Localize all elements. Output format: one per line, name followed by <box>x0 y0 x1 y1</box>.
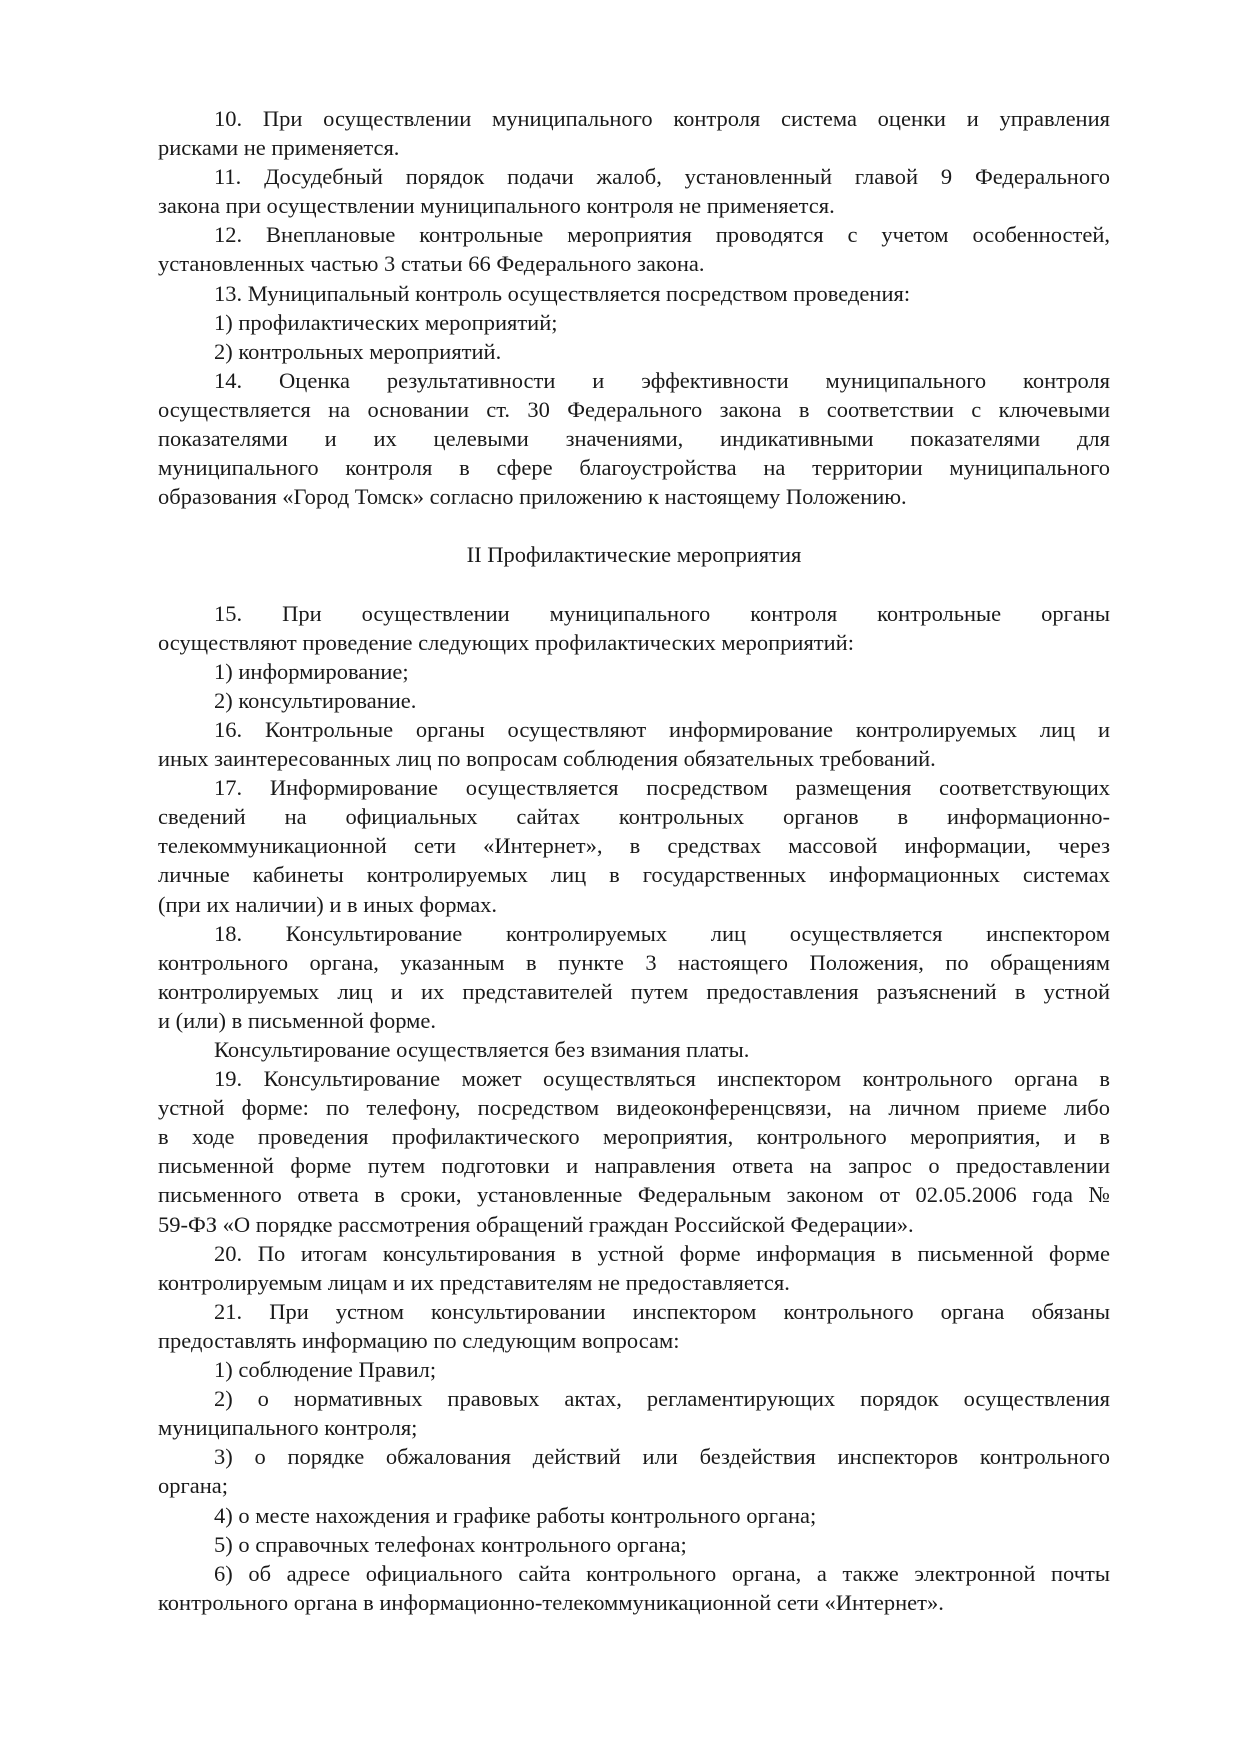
paragraph <box>158 1355 1110 1384</box>
text-line: 3) о порядке обжалования действий или бездействия инспекторов контрольного <box>214 1444 1110 1470</box>
text-line: муниципального контроля; <box>158 1415 418 1441</box>
text-line: контрольного органа в информационно-телекоммуникационной сети «Интернет». <box>158 1589 944 1615</box>
paragraph <box>158 715 1110 773</box>
document-page <box>158 104 1110 1617</box>
text-line: 20. По итогам консультирования в устной форме информация в письменной форме <box>214 1240 1110 1266</box>
text-line: 2) о нормативных правовых актах, регламентирующих порядок осуществления <box>214 1386 1110 1412</box>
paragraph <box>158 220 1110 278</box>
text-line: 17. Информирование осуществляется посредством размещения соответствующих <box>214 775 1110 801</box>
paragraph <box>158 919 1110 1035</box>
section-general-provisions <box>158 104 1110 511</box>
text-line: 11. Досудебный порядок подачи жалоб, установленный главой 9 Федерального <box>214 164 1110 190</box>
text-line: муниципального контроля в сфере благоустройства на территории муниципального <box>158 455 1110 481</box>
text-line: 15. При осуществлении муниципального контроля контрольные органы <box>214 600 1110 626</box>
text-line: устной форме: по телефону, посредством видеоконференцсвязи, на личном приеме либо <box>158 1095 1110 1121</box>
text-line: образования «Город Томск» согласно приложению к настоящему Положению. <box>158 484 907 510</box>
text-line: письменной форме путем подготовки и направления ответа на запрос о предоставлении <box>158 1153 1110 1179</box>
text-line: иных заинтересованных лиц по вопросам соблюдения обязательных требований. <box>158 746 936 772</box>
section-preventive-measures <box>158 599 1110 1617</box>
text-line: 2) консультирование. <box>214 687 417 713</box>
paragraph <box>158 337 1110 366</box>
text-line: 6) об адресе официального сайта контрольного органа, а также электронной почты <box>214 1560 1110 1586</box>
text-line: осуществляется на основании ст. 30 Федерального закона в соответствии с ключевыми <box>158 396 1110 422</box>
paragraph <box>158 162 1110 220</box>
text-line: Консультирование осуществляется без взимания платы. <box>214 1037 750 1062</box>
text-line: письменного ответа в сроки, установленные Федеральным законом от 02.05.2006 года № <box>158 1182 1110 1208</box>
paragraph <box>158 366 1110 511</box>
text-line: рисками не применяется. <box>158 135 400 161</box>
text-line: личные кабинеты контролируемых лиц в государственных информационных системах <box>158 862 1110 888</box>
paragraph <box>158 1559 1110 1617</box>
text-line: контролируемым лицам и их представителям не предоставляется. <box>158 1269 790 1295</box>
text-line: 21. При устном консультировании инспектором контрольного органа обязаны <box>214 1298 1110 1324</box>
text-line: контрольного органа, указанным в пункте 3 настоящего Положения, по обращениям <box>158 949 1110 975</box>
text-line: 4) о месте нахождения и графике работы контрольного органа; <box>214 1502 817 1528</box>
paragraph <box>158 1530 1110 1559</box>
text-line: 14. Оценка результативности и эффективности муниципального контроля <box>214 367 1110 393</box>
text-line: 16. Контрольные органы осуществляют информирование контролируемых лиц и <box>214 716 1110 742</box>
paragraph <box>158 1501 1110 1530</box>
text-line: предоставлять информацию по следующим вопросам: <box>158 1327 680 1353</box>
text-line: 1) соблюдение Правил; <box>214 1357 437 1383</box>
text-line: телекоммуникационной сети «Интернет», в средствах массовой информации, через <box>158 833 1110 859</box>
text-line: 1) информирование; <box>214 658 409 684</box>
text-line: 13. Муниципальный контроль осуществляется посредством проведения: <box>214 280 911 306</box>
text-line: 10. При осуществлении муниципального контроля система оценки и управления <box>214 106 1110 131</box>
text-line: 2) контрольных мероприятий. <box>214 338 502 364</box>
paragraph <box>158 104 1110 162</box>
text-line: осуществляют проведение следующих профилактических мероприятий: <box>158 629 854 655</box>
text-line: показателями и их целевыми значениями, индикативными показателями для <box>158 426 1110 452</box>
text-line: контролируемых лиц и их представителей путем предоставления разъяснений в устной <box>158 978 1110 1004</box>
text-line: 18. Консультирование контролируемых лиц осуществляется инспектором <box>214 920 1110 946</box>
paragraph <box>158 1442 1110 1500</box>
paragraph <box>158 1297 1110 1355</box>
paragraph <box>158 1384 1110 1442</box>
paragraph <box>158 1064 1110 1239</box>
text-line: (при их наличии) и в иных формах. <box>158 891 498 917</box>
text-line: 12. Внеплановые контрольные мероприятия проводятся с учетом особенностей, <box>214 222 1110 248</box>
text-line: установленных частью 3 статьи 66 Федерального закона. <box>158 251 705 277</box>
text-line: сведений на официальных сайтах контрольных органов в информационно- <box>158 804 1110 830</box>
text-line: 19. Консультирование может осуществляться инспектором контрольного органа в <box>214 1066 1110 1092</box>
paragraph <box>158 1035 1110 1064</box>
text-line: 5) о справочных телефонах контрольного органа; <box>214 1531 687 1557</box>
text-line: в ходе проведения профилактического мероприятия, контрольного мероприятия, и в <box>158 1124 1110 1150</box>
text-line: закона при осуществлении муниципального контроля не применяется. <box>158 193 835 219</box>
text-line: органа; <box>158 1473 228 1499</box>
paragraph <box>158 773 1110 918</box>
paragraph <box>158 308 1110 337</box>
paragraph <box>158 657 1110 686</box>
text-line: 59-ФЗ «О порядке рассмотрения обращений граждан Российской Федерации». <box>158 1211 914 1237</box>
text-line: 1) профилактических мероприятий; <box>214 309 558 335</box>
paragraph <box>158 686 1110 715</box>
paragraph <box>158 279 1110 308</box>
section-heading: II Профилактические мероприятия <box>466 542 802 568</box>
paragraph <box>158 599 1110 657</box>
paragraph <box>158 1239 1110 1297</box>
text-line: и (или) в письменной форме. <box>158 1007 436 1033</box>
